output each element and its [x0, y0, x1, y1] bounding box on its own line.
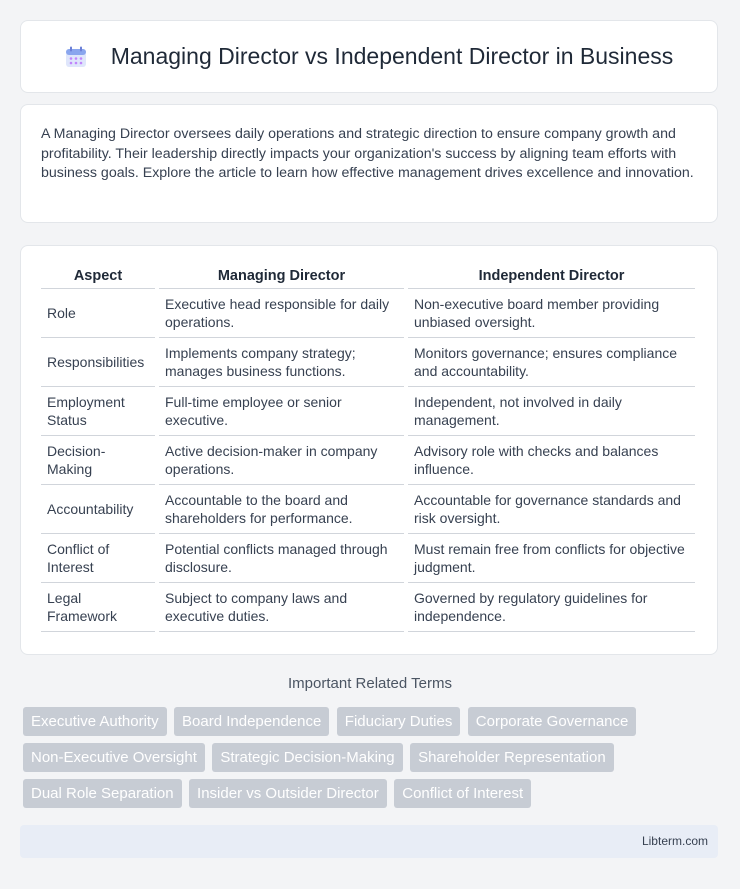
related-term-tag[interactable]: Strategic Decision-Making: [212, 743, 402, 772]
related-term-tag[interactable]: Insider vs Outsider Director: [189, 779, 387, 808]
table-cell: Full-time employee or senior executive.: [159, 387, 404, 436]
column-header: Aspect: [41, 262, 155, 289]
table-row: [41, 387, 695, 436]
table-cell: Role: [41, 289, 155, 338]
page-title: Managing Director vs Independent Director in Business: [110, 43, 674, 69]
related-term-tag[interactable]: Shareholder Representation: [410, 743, 614, 772]
table-cell: Employment Status: [41, 387, 155, 436]
table-cell: Advisory role with checks and balances influence.: [408, 436, 695, 485]
table-cell: Non-executive board member providing unbiased oversight.: [408, 289, 695, 338]
column-header: Independent Director: [408, 262, 695, 289]
table-cell: Implements company strategy; manages business functions.: [159, 338, 404, 387]
related-term-tag[interactable]: Non-Executive Oversight: [23, 743, 205, 772]
table-row: [41, 289, 695, 338]
table-cell: Monitors governance; ensures compliance and accountability.: [408, 338, 695, 387]
table-cell: Accountable for governance standards and risk oversight.: [408, 485, 695, 534]
table-row: [41, 534, 695, 583]
table-cell: Decision-Making: [41, 436, 155, 485]
calendar-icon: [65, 46, 87, 68]
related-term-tag[interactable]: Corporate Governance: [468, 707, 637, 736]
table-row: [41, 583, 695, 632]
intro-card: [20, 104, 718, 223]
table-cell: Independent, not involved in daily management.: [408, 387, 695, 436]
header-card: [20, 20, 718, 93]
table-cell: Accountability: [41, 485, 155, 534]
related-terms-title: Important Related Terms: [288, 675, 452, 692]
table-cell: Responsibilities: [41, 338, 155, 387]
related-term-tag[interactable]: Dual Role Separation: [23, 779, 182, 808]
table-row: [41, 485, 695, 534]
column-header: Managing Director: [159, 262, 404, 289]
table-cell: Conflict of Interest: [41, 534, 155, 583]
intro-text: A Managing Director oversees daily operations and strategic direction to ensure company growth and profitability. Their leadership directly impacts your organization's success by aligning team efforts with business goals. Explore the article to learn how effective management drives excellence and innovation.: [41, 126, 694, 181]
table-cell: Subject to company laws and executive duties.: [159, 583, 404, 632]
related-terms-list: [23, 707, 723, 815]
table-cell: Accountable to the board and shareholders for performance.: [159, 485, 404, 534]
footer-link[interactable]: Libterm.com: [641, 834, 708, 848]
table-cell: Legal Framework: [41, 583, 155, 632]
table-cell: Must remain free from conflicts for objective judgment.: [408, 534, 695, 583]
table-cell: Active decision-maker in company operations.: [159, 436, 404, 485]
related-term-tag[interactable]: Board Independence: [174, 707, 329, 736]
table-cell: Potential conflicts managed through disclosure.: [159, 534, 404, 583]
related-term-tag[interactable]: Fiduciary Duties: [337, 707, 461, 736]
related-term-tag[interactable]: Executive Authority: [23, 707, 167, 736]
footer: [20, 825, 718, 858]
comparison-table-card: [20, 245, 718, 655]
related-term-tag[interactable]: Conflict of Interest: [394, 779, 531, 808]
table-cell: Executive head responsible for daily operations.: [159, 289, 404, 338]
table-header-row: [41, 262, 695, 289]
comparison-table: [37, 262, 699, 632]
table-row: [41, 338, 695, 387]
table-cell: Governed by regulatory guidelines for independence.: [408, 583, 695, 632]
table-row: [41, 436, 695, 485]
